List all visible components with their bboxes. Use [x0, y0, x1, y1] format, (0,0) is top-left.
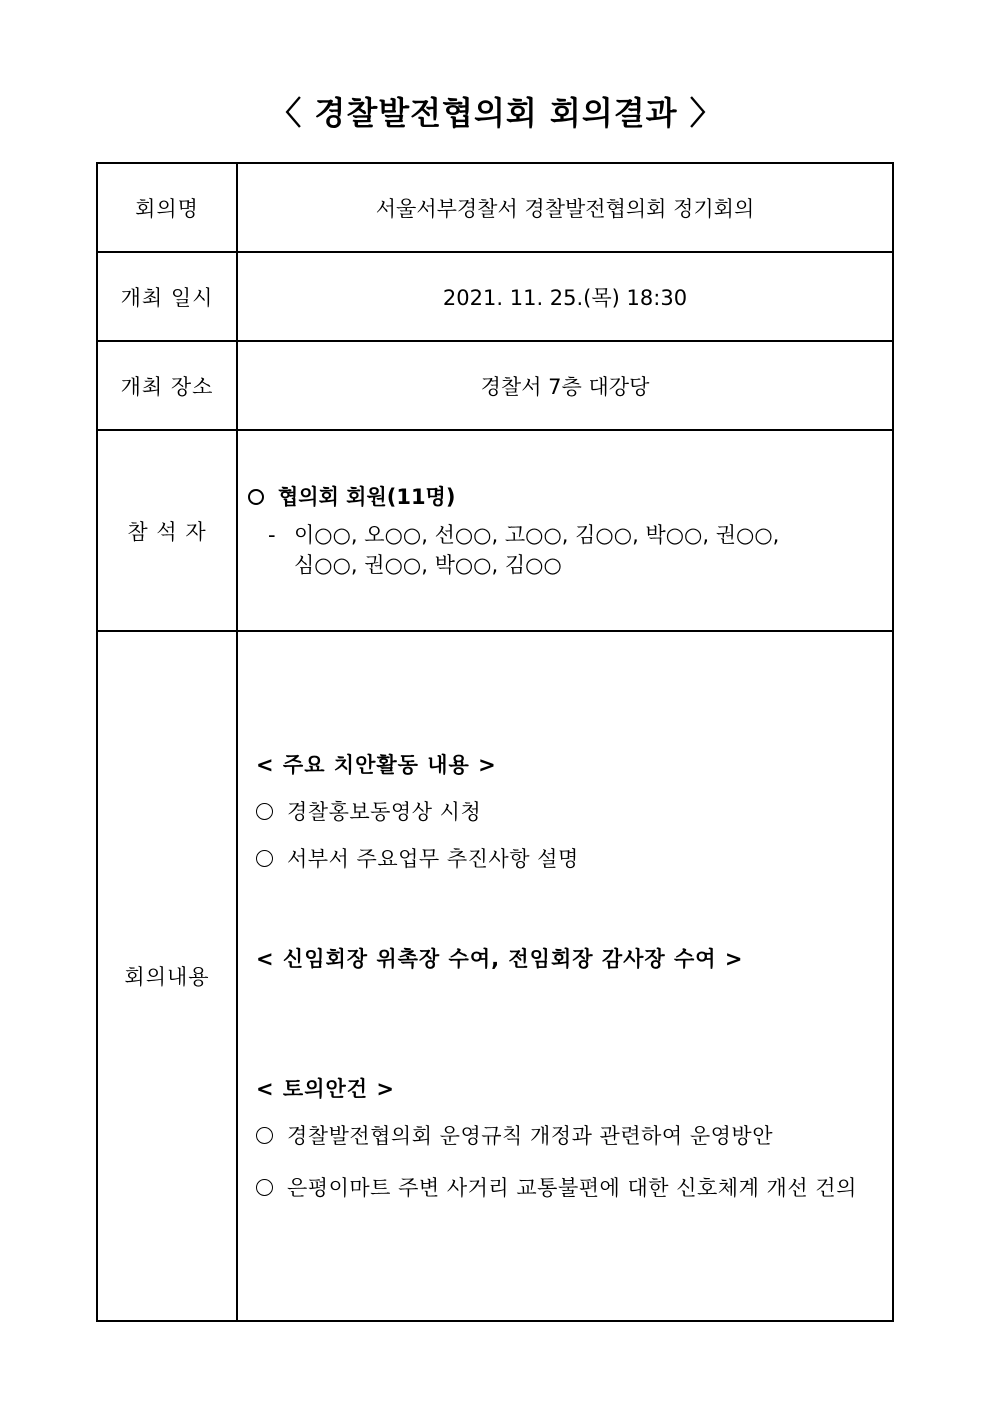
meeting-name-value: 서울서부경찰서 경찰발전협의회 정기회의	[237, 163, 893, 252]
content-label: 회의내용	[97, 631, 237, 1321]
meeting-result-table	[96, 162, 894, 1322]
attendees-group-title: 협의회 회원(11명)	[278, 484, 456, 509]
attendees-names-line2: 심○○, 권○○, 박○○, 김○○	[294, 552, 562, 577]
circle-bullet-icon	[256, 1179, 273, 1196]
datetime-value: 2021. 11. 25.(목) 18:30	[237, 252, 893, 341]
content-cell	[237, 631, 893, 1321]
list-item-text: 은평이마트 주변 사거리 교통불편에 대한 신호체계 개선 건의	[287, 1175, 857, 1200]
dash-bullet: -	[268, 522, 276, 547]
list-item	[256, 797, 892, 827]
list-item-text: 경찰발전협의회 운영규칙 개정과 관련하여 운영방안	[287, 1123, 773, 1148]
circle-bullet-icon	[248, 489, 264, 505]
datetime-label: 개최 일시	[97, 252, 237, 341]
circle-bullet-icon	[256, 803, 273, 820]
content-block	[238, 750, 892, 1203]
place-value: 경찰서 7층 대강당	[237, 341, 893, 430]
attendees-label: 참 석 자	[97, 430, 237, 631]
table-row	[97, 631, 893, 1321]
table-row	[97, 430, 893, 631]
section-heading-activities: < 주요 치안활동 내용 >	[256, 752, 497, 777]
list-item	[256, 1173, 892, 1203]
attendees-group-heading	[248, 482, 892, 512]
list-item-text: 서부서 주요업무 추진사항 설명	[287, 846, 579, 871]
list-item	[256, 1121, 892, 1151]
circle-bullet-icon	[256, 1127, 273, 1144]
attendees-names	[248, 520, 892, 580]
section-heading-awards: < 신임회장 위촉장 수여, 전임회장 감사장 수여 >	[256, 946, 744, 971]
attendees-names-line1: 이○○, 오○○, 선○○, 고○○, 김○○, 박○○, 권○○,	[294, 522, 780, 547]
meeting-name-label: 회의명	[97, 163, 237, 252]
document-title: 〈 경찰발전협의회 회의결과 〉	[269, 94, 723, 132]
table-row	[97, 163, 893, 252]
attendees-cell	[237, 430, 893, 631]
section-heading-agenda: < 토의안건 >	[256, 1076, 395, 1101]
place-label: 개최 장소	[97, 341, 237, 430]
list-item-text: 경찰홍보동영상 시청	[287, 799, 482, 824]
list-item	[256, 844, 892, 874]
table-row	[97, 252, 893, 341]
circle-bullet-icon	[256, 850, 273, 867]
table-row	[97, 341, 893, 430]
attendees-block	[238, 482, 892, 580]
